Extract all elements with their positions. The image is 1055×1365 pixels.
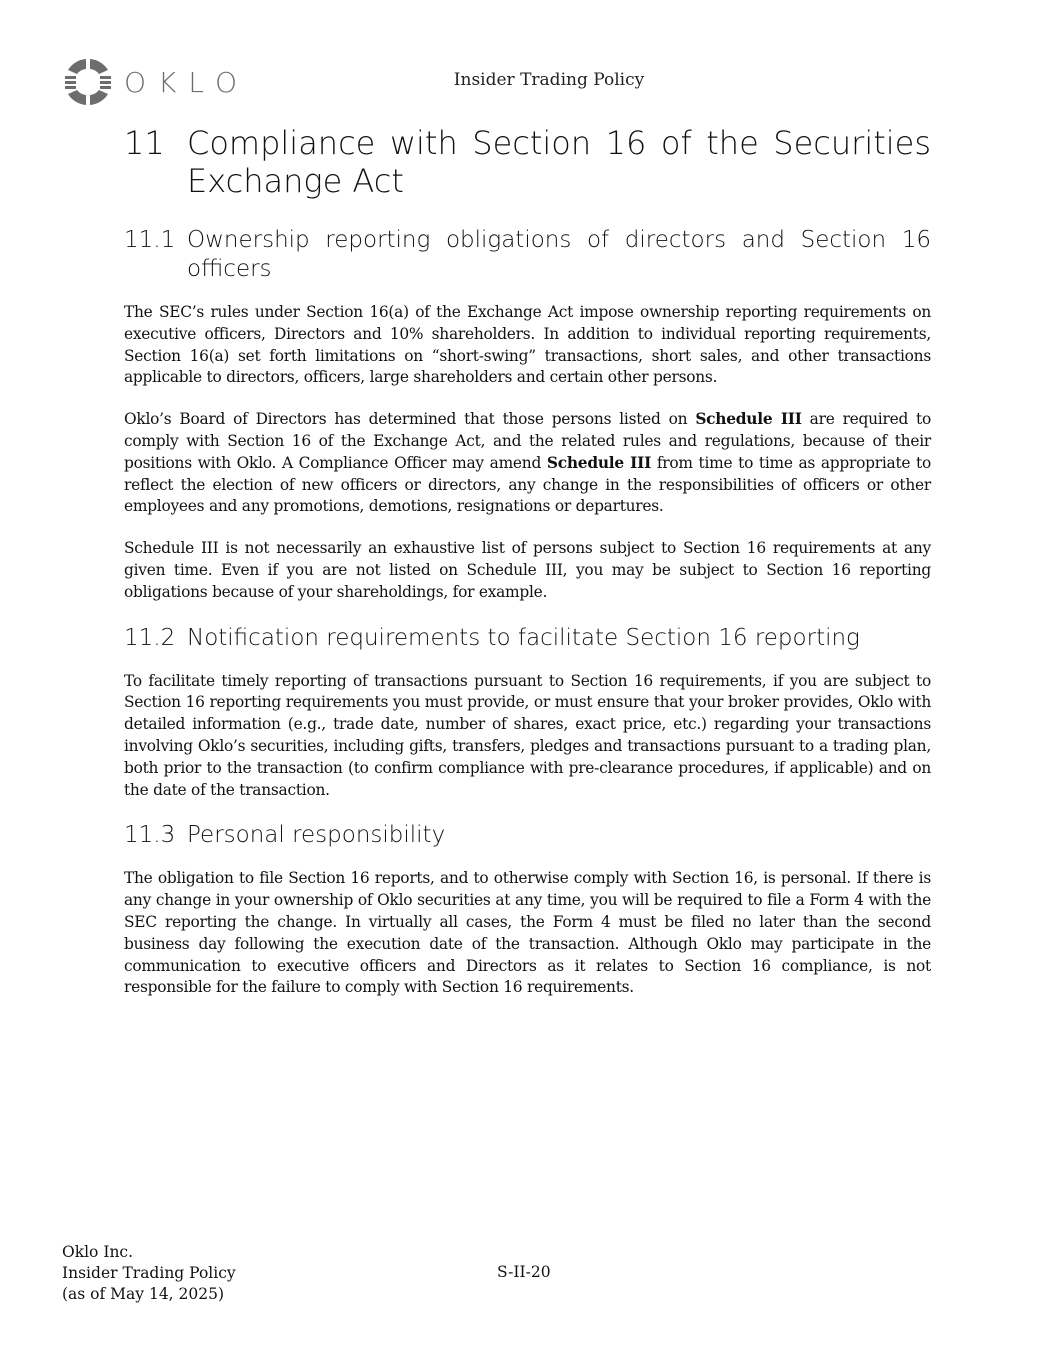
paragraph bbox=[124, 302, 931, 389]
paragraph bbox=[124, 409, 931, 518]
paragraph-text: Schedule III is not necessarily an exhaustive list of persons subject to Section 16 requirements at any given time. Even if you are not listed on Schedule III, you may be subject to Section 16 reporting obligations because of your shareholdings, for example. bbox=[124, 539, 931, 601]
footer-company: Oklo Inc. bbox=[62, 1243, 134, 1261]
section-number: 11 bbox=[124, 124, 165, 162]
paragraph bbox=[124, 868, 931, 999]
paragraph-text: The obligation to file Section 16 reports, and to otherwise comply with Section 16, is personal. If there is any change in your ownership of Oklo securities at any time, you will be required to file a Form 4 with the SEC reporting the change. In virtually all cases, the Form 4 must be filed no later than the second business day following the execution date of the transaction. Although Oklo may participate in the communication to executive officers and Directors as it relates to Section 16 compliance, is not responsible for the failure to comply with Section 16 requirements. bbox=[124, 869, 931, 997]
subsection-heading-11-1 bbox=[124, 226, 931, 284]
subsection-heading-11-2 bbox=[124, 624, 931, 653]
paragraph-text: from time to time as appropriate to reflect the election of new officers or directors, any change in the responsibilities of officers or other employees and any promotions, demotions, resignations or departures. bbox=[124, 453, 931, 516]
subsection-number: 11.1 bbox=[124, 227, 176, 253]
footer-date: (as of May 14, 2025) bbox=[62, 1285, 225, 1303]
section-heading bbox=[124, 124, 931, 200]
subsection-title: Ownership reporting obligations of directors and Section 16 officers bbox=[187, 227, 931, 282]
subsection-number: 11.3 bbox=[124, 822, 176, 849]
footer-document: Insider Trading Policy bbox=[62, 1264, 236, 1282]
schedule-reference: Schedule III bbox=[546, 453, 652, 472]
paragraph-text: Oklo’s Board of Directors has determined that those persons listed on bbox=[124, 410, 696, 429]
page-number: S-II-20 bbox=[497, 1263, 551, 1281]
logo-wordmark: OKLO bbox=[124, 65, 250, 99]
header-title: Insider Trading Policy bbox=[453, 70, 645, 90]
document-body bbox=[124, 124, 931, 1019]
subsection-title: Notification requirements to facilitate Section 16 reporting bbox=[187, 624, 860, 651]
paragraph bbox=[124, 671, 931, 802]
subsection-number: 11.2 bbox=[124, 624, 176, 651]
subsection-heading-11-3 bbox=[124, 821, 931, 850]
paragraph-text: The SEC’s rules under Section 16(a) of the Exchange Act impose ownership reporting requirements on executive officers, Directors and 10% shareholders. In addition to individual reporting requirements, Section 16(a) set forth limitations on “short-swing” transactions, short sales, and other transactions applicable to directors, officers, large shareholders and certain other persons. bbox=[124, 303, 931, 387]
subsection-title: Personal responsibility bbox=[187, 822, 446, 849]
paragraph-text: are required to comply with Section 16 of the Exchange Act, and the related rules and regulations, because of their positions with Oklo. A Compliance Officer may amend bbox=[124, 410, 931, 472]
schedule-reference: Schedule III bbox=[695, 410, 802, 429]
paragraph-text: To facilitate timely reporting of transactions pursuant to Section 16 requirements, if you are subject to Section 16 reporting requirements you must provide, or must ensure that your broker provides, Oklo with detailed information (e.g., trade date, number of shares, exact price, etc.) regarding your transactions involving Oklo’s securities, including gifts, transfers, pledges and transactions pursuant to a trading plan, both prior to the transaction (to confirm compliance with pre-clearance procedures, if applicable) and on the date of the transaction. bbox=[124, 671, 931, 799]
footer-info bbox=[62, 1242, 236, 1305]
paragraph bbox=[124, 538, 931, 603]
section-title: Compliance with Section 16 of the Securities Exchange Act bbox=[187, 124, 931, 200]
